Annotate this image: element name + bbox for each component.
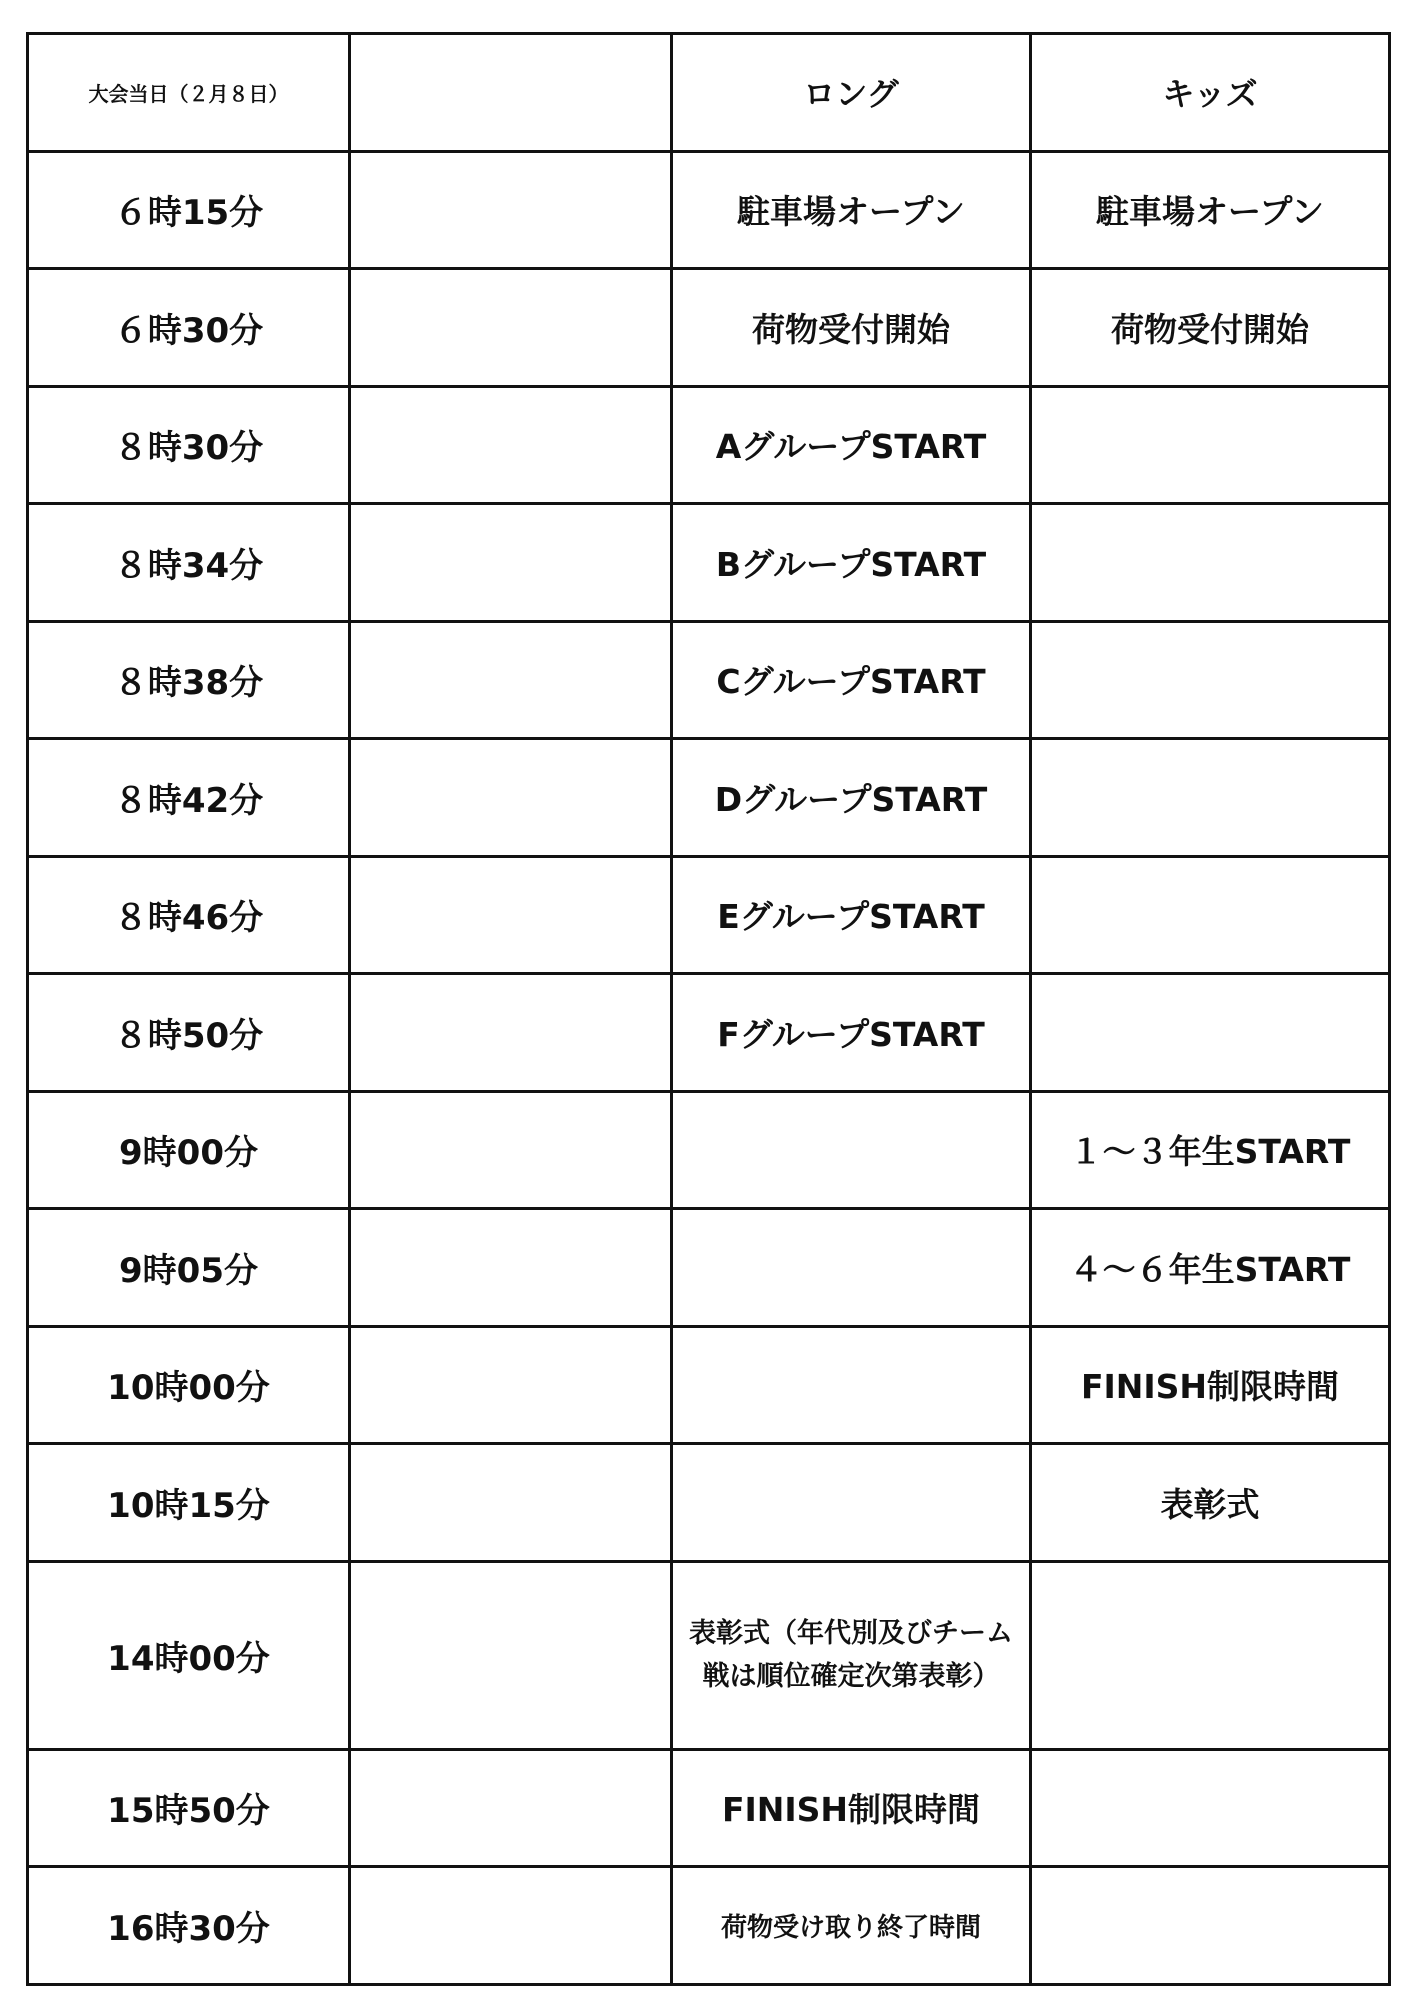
table-row — [28, 856, 1390, 974]
table-row — [28, 621, 1390, 739]
table-row — [28, 1091, 1390, 1209]
table-row — [28, 1561, 1390, 1749]
table-row — [28, 1867, 1390, 1985]
kids-cell — [1031, 504, 1390, 622]
table-row — [28, 1326, 1390, 1444]
time-cell: 15時50分 — [28, 1749, 350, 1867]
table-row — [28, 739, 1390, 857]
time-cell: ６時30分 — [28, 269, 350, 387]
long-cell — [672, 1444, 1031, 1562]
blank-cell — [350, 1561, 672, 1749]
time-cell: ８時38分 — [28, 621, 350, 739]
long-cell: 荷物受付開始 — [672, 269, 1031, 387]
long-cell: CグループSTART — [672, 621, 1031, 739]
long-cell — [672, 1209, 1031, 1327]
header-long: ロング — [672, 34, 1031, 152]
table-row — [28, 1209, 1390, 1327]
long-cell: BグループSTART — [672, 504, 1031, 622]
long-cell — [672, 1326, 1031, 1444]
kids-cell — [1031, 1749, 1390, 1867]
time-cell: ８時42分 — [28, 739, 350, 857]
blank-cell — [350, 386, 672, 504]
long-cell: FグループSTART — [672, 974, 1031, 1092]
time-cell: ８時46分 — [28, 856, 350, 974]
table-row — [28, 386, 1390, 504]
long-cell: 駐車場オープン — [672, 151, 1031, 269]
kids-cell — [1031, 856, 1390, 974]
kids-cell: １～３年生START — [1031, 1091, 1390, 1209]
kids-cell: 駐車場オープン — [1031, 151, 1390, 269]
blank-cell — [350, 151, 672, 269]
long-cell: DグループSTART — [672, 739, 1031, 857]
kids-cell — [1031, 739, 1390, 857]
time-cell: ８時30分 — [28, 386, 350, 504]
long-cell: 表彰式（年代別及びチーム戦は順位確定次第表彰） — [672, 1561, 1031, 1749]
blank-cell — [350, 504, 672, 622]
table-row — [28, 269, 1390, 387]
kids-cell — [1031, 974, 1390, 1092]
blank-cell — [350, 739, 672, 857]
table-row — [28, 1444, 1390, 1562]
time-cell: 14時00分 — [28, 1561, 350, 1749]
long-cell: 荷物受け取り終了時間 — [672, 1867, 1031, 1985]
header-date: 大会当日（２月８日） — [28, 34, 350, 152]
time-cell: 9時05分 — [28, 1209, 350, 1327]
blank-cell — [350, 974, 672, 1092]
header-row — [28, 34, 1390, 152]
blank-cell — [350, 1867, 672, 1985]
time-cell: ８時34分 — [28, 504, 350, 622]
long-cell: AグループSTART — [672, 386, 1031, 504]
schedule-table — [26, 32, 1391, 1986]
blank-cell — [350, 1209, 672, 1327]
time-cell: ８時50分 — [28, 974, 350, 1092]
header-kids: キッズ — [1031, 34, 1390, 152]
header-blank — [350, 34, 672, 152]
kids-cell: 荷物受付開始 — [1031, 269, 1390, 387]
table-row — [28, 1749, 1390, 1867]
blank-cell — [350, 1444, 672, 1562]
kids-cell: FINISH制限時間 — [1031, 1326, 1390, 1444]
kids-cell: ４～６年生START — [1031, 1209, 1390, 1327]
table-row — [28, 151, 1390, 269]
blank-cell — [350, 1749, 672, 1867]
blank-cell — [350, 621, 672, 739]
table-row — [28, 504, 1390, 622]
time-cell: 10時15分 — [28, 1444, 350, 1562]
time-cell: ６時15分 — [28, 151, 350, 269]
blank-cell — [350, 269, 672, 387]
time-cell: 16時30分 — [28, 1867, 350, 1985]
kids-cell — [1031, 386, 1390, 504]
time-cell: 10時00分 — [28, 1326, 350, 1444]
blank-cell — [350, 1091, 672, 1209]
kids-cell: 表彰式 — [1031, 1444, 1390, 1562]
kids-cell — [1031, 1561, 1390, 1749]
blank-cell — [350, 856, 672, 974]
long-cell: EグループSTART — [672, 856, 1031, 974]
kids-cell — [1031, 1867, 1390, 1985]
table-row — [28, 974, 1390, 1092]
time-cell: 9時00分 — [28, 1091, 350, 1209]
long-cell: FINISH制限時間 — [672, 1749, 1031, 1867]
blank-cell — [350, 1326, 672, 1444]
long-cell — [672, 1091, 1031, 1209]
kids-cell — [1031, 621, 1390, 739]
